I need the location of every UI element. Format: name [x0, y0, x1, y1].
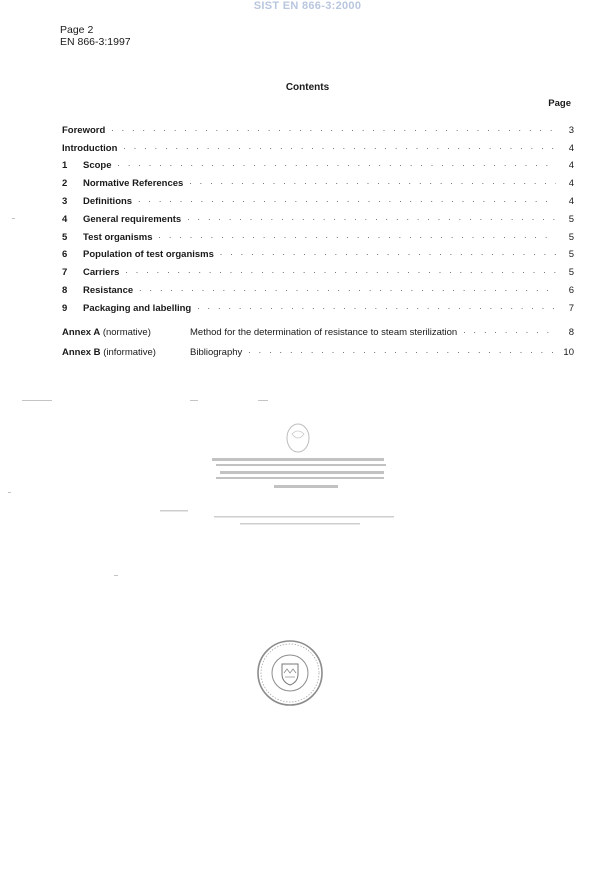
page-number-label: Page 2: [60, 24, 94, 36]
annex-type: (informative): [103, 347, 156, 358]
toc-page: 5: [568, 231, 574, 243]
annex-label: Annex A: [62, 327, 101, 338]
toc-title: Foreword: [62, 124, 106, 136]
faded-library-stamp: [150, 420, 410, 530]
toc-page: 7: [568, 302, 574, 314]
toc-entry-introduction[interactable]: [62, 136, 574, 154]
page-column-label: Page: [548, 98, 571, 109]
annex-id: [62, 347, 190, 358]
toc-entry-carriers[interactable]: [62, 260, 574, 278]
toc-number: 1: [62, 160, 68, 172]
toc-leader-dots: [111, 123, 556, 134]
annex-list: [62, 318, 574, 358]
toc-page: 4: [568, 142, 574, 154]
toc-entry-foreword[interactable]: [62, 118, 574, 136]
toc-number: 6: [62, 249, 68, 261]
official-seal-icon: [255, 638, 325, 708]
contents-heading: Contents: [285, 82, 330, 93]
toc-leader-dots: [138, 194, 556, 205]
standard-reference: EN 866-3:1997: [60, 36, 131, 48]
scan-artifact: [8, 492, 11, 493]
toc-number: 4: [62, 213, 68, 225]
toc-title: Normative References: [83, 178, 184, 190]
toc-page: 5: [568, 213, 574, 225]
toc-page: 5: [568, 249, 574, 261]
toc-leader-dots: [125, 265, 556, 276]
annex-page: 8: [568, 327, 574, 338]
toc-entry-test-organisms[interactable]: [62, 225, 574, 243]
scan-artifact: [12, 218, 15, 219]
toc-page: 4: [568, 178, 574, 190]
toc-leader-dots: [118, 158, 556, 169]
annex-title: Method for the determination of resistance to steam sterilization: [190, 327, 458, 338]
toc-number: 9: [62, 302, 68, 314]
toc-entry-resistance[interactable]: [62, 278, 574, 296]
toc-leader-dots: [220, 247, 556, 258]
toc-entry-packaging[interactable]: [62, 296, 574, 314]
toc-entry-normative-references[interactable]: [62, 171, 574, 189]
toc-entry-scope[interactable]: [62, 154, 574, 172]
scan-artifact: [22, 400, 52, 401]
toc-leader-dots: [123, 141, 556, 152]
toc-leader-dots: [159, 230, 556, 241]
table-of-contents: [62, 118, 574, 314]
toc-title: Definitions: [83, 195, 133, 207]
toc-leader-dots: [189, 176, 556, 187]
toc-title: Scope: [83, 160, 112, 172]
annex-label: Annex B: [62, 347, 101, 358]
document-watermark: SIST EN 866-3:2000: [253, 0, 362, 12]
toc-title: Test organisms: [83, 231, 153, 243]
toc-number: 8: [62, 284, 68, 296]
toc-number: 7: [62, 267, 68, 279]
toc-number: 5: [62, 231, 68, 243]
toc-title: General requirements: [83, 213, 182, 225]
toc-page: 5: [568, 267, 574, 279]
page-header: [60, 24, 131, 48]
toc-number: 2: [62, 178, 68, 190]
annex-page: 10: [563, 347, 574, 358]
toc-page: 3: [568, 124, 574, 136]
toc-title: Introduction: [62, 142, 118, 154]
toc-number: 3: [62, 195, 68, 207]
stamp-emblem-icon: [150, 420, 410, 530]
toc-leader-dots: [187, 212, 556, 223]
annex-leader-dots: [463, 325, 556, 336]
toc-entry-population[interactable]: [62, 243, 574, 261]
annex-type: (normative): [102, 327, 151, 338]
toc-page: 6: [568, 284, 574, 296]
toc-leader-dots: [197, 301, 556, 312]
toc-page: 4: [568, 195, 574, 207]
annex-title: Bibliography: [190, 347, 243, 358]
toc-entry-general-requirements[interactable]: [62, 207, 574, 225]
annex-entry-a[interactable]: [62, 318, 574, 338]
toc-title: Resistance: [83, 284, 134, 296]
scan-artifact: [114, 575, 118, 576]
toc-title: Packaging and labelling: [83, 302, 192, 314]
toc-title: Population of test organisms: [83, 249, 214, 261]
toc-entry-definitions[interactable]: [62, 189, 574, 207]
toc-title: Carriers: [83, 267, 120, 279]
toc-leader-dots: [139, 283, 556, 294]
annex-entry-b[interactable]: [62, 338, 574, 358]
toc-page: 4: [568, 160, 574, 172]
annex-id: [62, 327, 190, 338]
annex-leader-dots: [248, 345, 556, 356]
scan-artifact: [190, 400, 198, 401]
scan-artifact: [258, 400, 268, 401]
